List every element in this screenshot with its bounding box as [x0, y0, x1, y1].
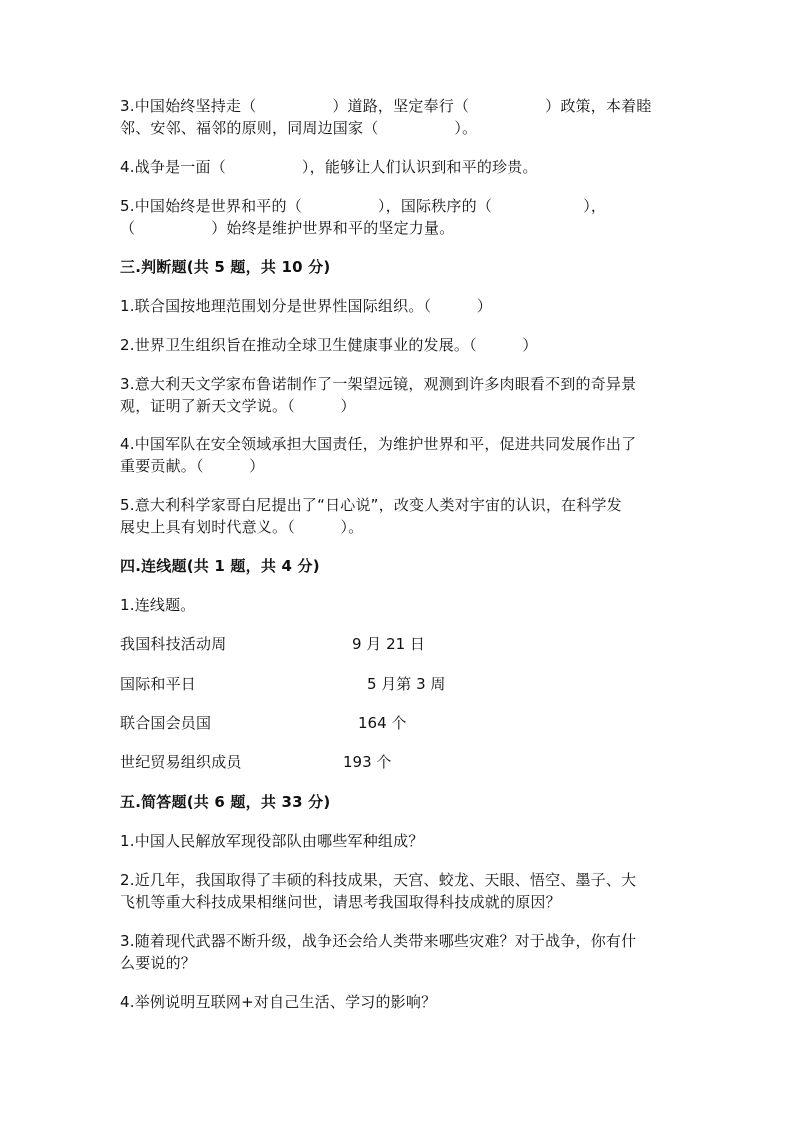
fill-q3-line2: 邻、安邻、福邻的原则，同周边国家（ ）。 [120, 119, 478, 137]
short-q3-line2: 么要说的？ [120, 954, 197, 972]
match-right-item: 5 月第 3 周 [367, 675, 446, 693]
section-title-judgment: 三.判断题(共 5 题，共 10 分) [120, 258, 331, 276]
judge-q1-line1: 1.联合国按地理范围划分是世界性国际组织。（ ） [120, 297, 493, 315]
match-left-item: 我国科技活动周 [120, 635, 227, 653]
match-left-item: 联合国会员国 [120, 714, 212, 732]
match-right-item: 193 个 [343, 753, 392, 771]
match-right-item: 9 月 21 日 [352, 635, 425, 653]
short-q1-line1: 1.中国人民解放军现役部队由哪些军种组成？ [120, 832, 424, 850]
section-title-short-answer: 五.简答题(共 6 题，共 33 分) [120, 793, 331, 811]
judge-q3-line1: 3.意大利天文学家布鲁诺制作了一架望远镜，观测到许多肉眼看不到的奇异景 [120, 375, 637, 393]
fill-q5-line2: （ ）始终是维护世界和平的坚定力量。 [120, 219, 455, 237]
judge-q3-line2: 观，证明了新天文学说。（ ） [120, 397, 356, 415]
judge-q5-line2: 展史上具有划时代意义。（ ）。 [120, 518, 364, 536]
matching-question: 1.连线题。 [120, 596, 196, 614]
short-q3-line1: 3.随着现代武器不断升级，战争还会给人类带来哪些灾难？对于战争，你有什 [120, 932, 637, 950]
fill-q5-line1: 5.中国始终是世界和平的（ ），国际秩序的（ ）， [120, 197, 607, 215]
judge-q2-line1: 2.世界卫生组织旨在推动全球卫生健康事业的发展。（ ） [120, 336, 538, 354]
short-q4-line1: 4.举例说明互联网+对自己生活、学习的影响？ [120, 993, 437, 1011]
short-q2-line2: 飞机等重大科技成果相继问世，请思考我国取得科技成就的原因？ [120, 893, 561, 911]
judge-q5-line1: 5.意大利科学家哥白尼提出了“日心说”，改变人类对宇宙的认识，在科学发 [120, 496, 622, 514]
match-right-item: 164 个 [358, 714, 407, 732]
section-title-matching: 四.连线题(共 1 题，共 4 分) [120, 557, 320, 575]
fill-q3-line1: 3.中国始终坚持走（ ）道路，坚定奉行（ ）政策，本着睦 [120, 97, 652, 115]
fill-q4-line1: 4.战争是一面（ ），能够让人们认识到和平的珍贵。 [120, 158, 538, 176]
match-left-item: 世纪贸易组织成员 [120, 753, 242, 771]
short-q2-line1: 2.近几年，我国取得了丰硕的科技成果，天宫、蛟龙、天眼、悟空、墨子、大 [120, 871, 637, 889]
judge-q4-line1: 4.中国军队在安全领域承担大国责任，为维护世界和平，促进共同发展作出了 [120, 435, 637, 453]
judge-q4-line2: 重要贡献。（ ） [120, 457, 265, 475]
match-left-item: 国际和平日 [120, 675, 197, 693]
